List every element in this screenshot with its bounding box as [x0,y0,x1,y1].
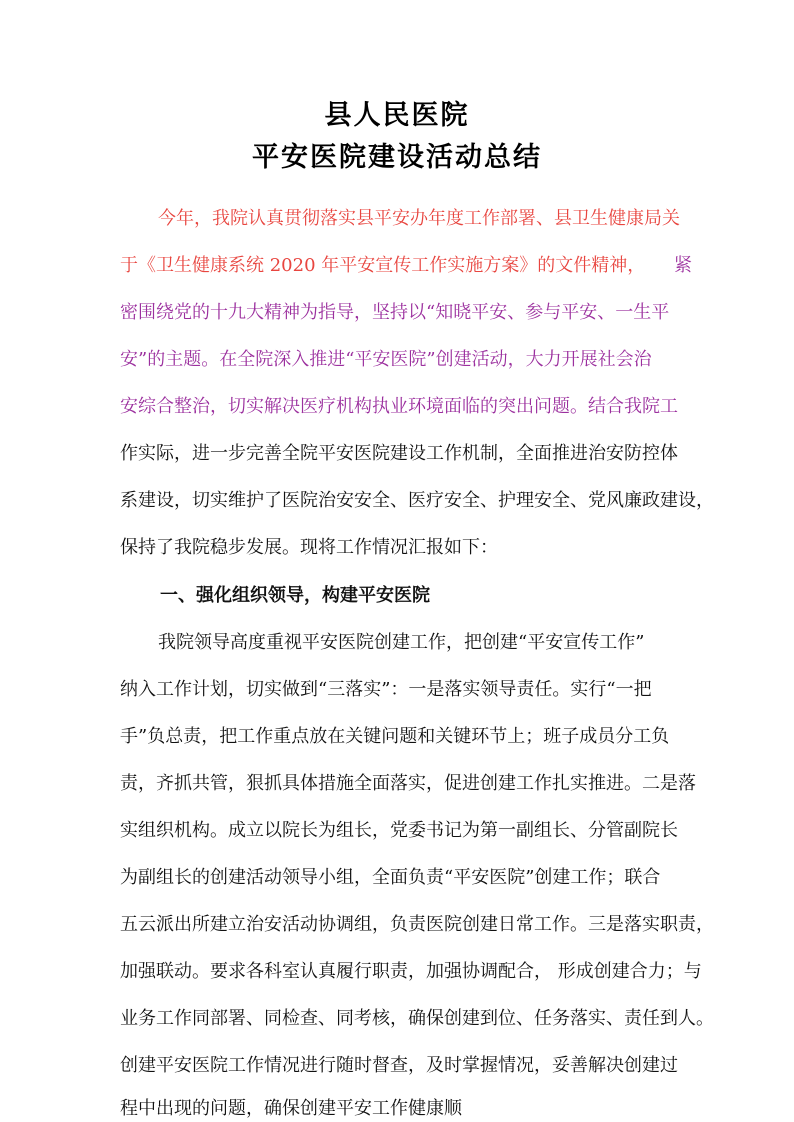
section1-line-1: 我院领导高度重视平安医院创建工作，把创建“平安宣传工作” [158,632,645,653]
section1-line-9: 业务工作同部署、同检查、同考核，确保创建到位、任务落实、责任到人。 [120,1008,714,1029]
section1-line-5: 实组织机构。成立以院长为组长，党委书记为第一副组长、分管副院长 [120,820,678,841]
intro-line-3: 密围绕党的十九大精神为指导，坚持以“知晓平安、参与平安、一生平 [120,302,670,323]
intro-line-2: 于《卫生健康系统 2020 年平安宣传工作实施方案》的文件精神， [120,255,646,276]
section1-line-7: 五云派出所建立治安活动协调组，负责医院创建日常工作。三是落实职责， [120,914,714,935]
section1-line-8: 加强联动。要求各科室认真履行职责，加强协调配合， 形成创建合力；与 [120,961,702,982]
section1-line-3: 手”负总责，把工作重点放在关键问题和关键环节上；班子成员分工负 [120,726,670,747]
intro-line-8: 保持了我院稳步发展。现将工作情况汇报如下： [120,537,498,558]
section1-line-4: 责，齐抓共管，狠抓具体措施全面落实，促进创建工作扎实推进。二是落 [120,773,696,794]
intro-line-4: 安”的主题。在全院深入推进“平安医院”创建活动，大力开展社会治 [120,349,652,370]
intro-line-6: 作实际，进一步完善全院平安医院建设工作机制，全面推进治安防控体 [120,443,678,464]
intro-line-2-tail: 紧 [674,255,692,276]
section1-line-6: 为副组长的创建活动领导小组，全面负责“平安医院”创建工作；联合 [120,867,661,888]
intro-line-5: 安综合整治，切实解决医疗机构执业环境面临的突出问题。结合我院工 [120,396,678,417]
document-title-line1: 县人民医院 [324,100,470,131]
intro-line-7: 系建设，切实维护了医院治安安全、医疗安全、护理安全、党风廉政建设， [120,490,714,511]
section1-line-11: 程中出现的问题，确保创建平安工作健康顺 [120,1098,462,1119]
intro-line-1: 今年，我院认真贯彻落实县平安办年度工作部署、县卫生健康局关 [158,208,680,229]
document-title-line2: 平安医院建设活动总结 [252,142,542,173]
section1-heading: 一、强化组织领导，构建平安医院 [160,585,430,606]
section1-line-10: 创建平安医院工作情况进行随时督查，及时掌握情况，妥善解决创建过 [120,1055,678,1076]
section1-line-2: 纳入工作计划，切实做到“三落实”：一是落实领导责任。实行“一把 [120,679,652,700]
